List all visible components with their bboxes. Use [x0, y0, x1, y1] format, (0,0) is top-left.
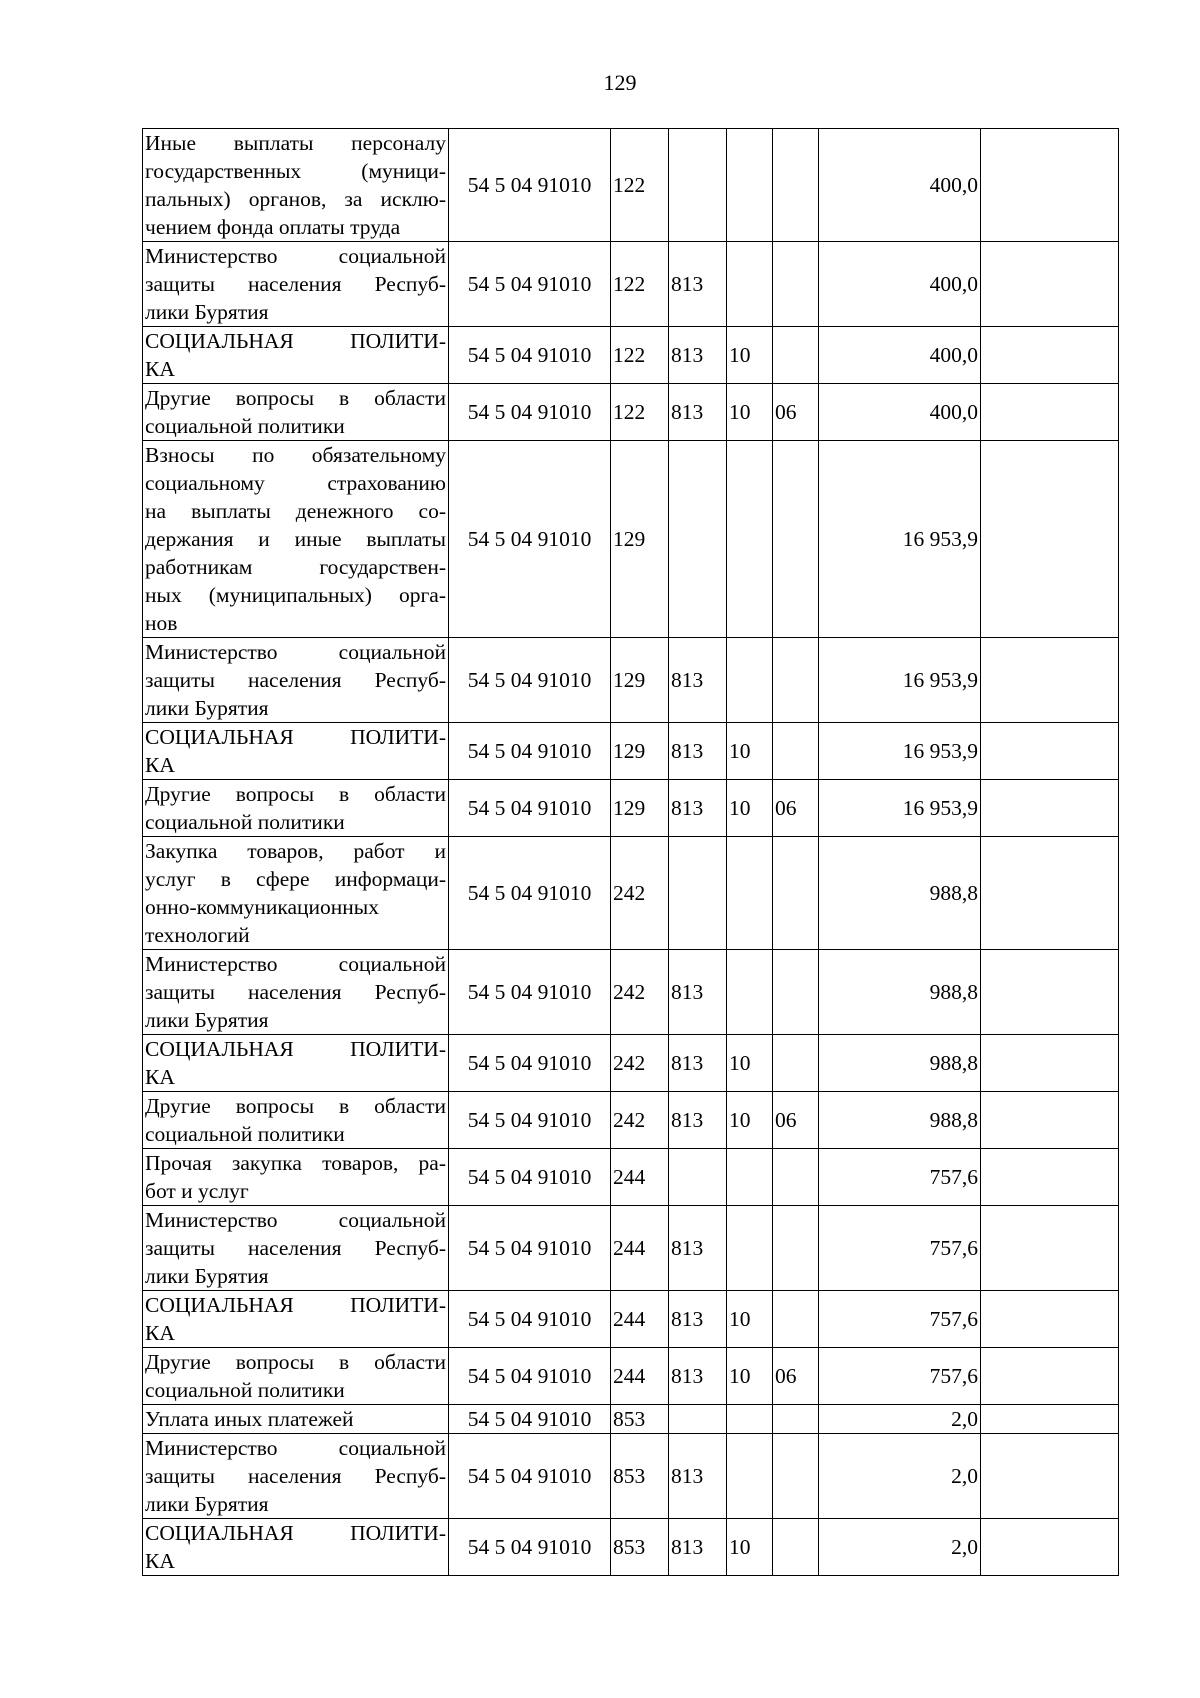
table-row [143, 1519, 1119, 1576]
name-cell [143, 1092, 449, 1149]
extra-cell [981, 1291, 1119, 1348]
amount-cell: 988,8 [819, 837, 981, 950]
name-line: Иные выплаты персоналу [145, 131, 446, 155]
extra-cell [981, 129, 1119, 242]
name-cell [143, 441, 449, 638]
vr-cell: 853 [611, 1519, 669, 1576]
grbs-cell [669, 1149, 727, 1206]
name-line: социальной политики [145, 414, 345, 438]
csr-cell: 54 5 04 91010 [449, 1206, 611, 1291]
table-row [143, 950, 1119, 1035]
pr-cell [773, 1291, 819, 1348]
name-line: КА [145, 1065, 175, 1089]
name-line: социальной политики [145, 1122, 345, 1146]
vr-cell: 242 [611, 837, 669, 950]
vr-cell: 244 [611, 1348, 669, 1405]
name-line: технологий [145, 923, 250, 947]
grbs-cell [669, 441, 727, 638]
grbs-cell: 813 [669, 384, 727, 441]
pr-cell: 06 [773, 780, 819, 837]
csr-cell: 54 5 04 91010 [449, 1149, 611, 1206]
amount-cell: 757,6 [819, 1206, 981, 1291]
pr-cell [773, 638, 819, 723]
budget-table [142, 128, 1119, 1576]
table-row [143, 384, 1119, 441]
vr-cell: 129 [611, 780, 669, 837]
extra-cell [981, 780, 1119, 837]
vr-cell: 244 [611, 1291, 669, 1348]
amount-cell: 16 953,9 [819, 441, 981, 638]
vr-cell: 242 [611, 1035, 669, 1092]
grbs-cell [669, 129, 727, 242]
name-line: лики Бурятия [145, 1492, 269, 1516]
pr-cell [773, 1434, 819, 1519]
pr-cell [773, 441, 819, 638]
pr-cell [773, 1519, 819, 1576]
pr-cell [773, 950, 819, 1035]
name-line: защиты населения Респуб- [145, 1236, 446, 1260]
name-cell [143, 1348, 449, 1405]
amount-cell: 16 953,9 [819, 780, 981, 837]
name-cell [143, 1149, 449, 1206]
rz-cell [727, 242, 773, 327]
name-line: Другие вопросы в области [145, 1094, 446, 1118]
pr-cell: 06 [773, 1092, 819, 1149]
csr-cell: 54 5 04 91010 [449, 129, 611, 242]
rz-cell: 10 [727, 384, 773, 441]
vr-cell: 242 [611, 950, 669, 1035]
csr-cell: 54 5 04 91010 [449, 1405, 611, 1434]
name-line: пальных) органов, за исклю- [145, 187, 446, 211]
amount-cell: 757,6 [819, 1348, 981, 1405]
rz-cell: 10 [727, 1035, 773, 1092]
name-cell [143, 638, 449, 723]
amount-cell: 988,8 [819, 950, 981, 1035]
grbs-cell: 813 [669, 1519, 727, 1576]
extra-cell [981, 242, 1119, 327]
pr-cell [773, 129, 819, 242]
name-cell [143, 837, 449, 950]
amount-cell: 2,0 [819, 1405, 981, 1434]
name-line: Министерство социальной [145, 1208, 446, 1232]
name-line: СОЦИАЛЬНАЯ ПОЛИТИ- [145, 1521, 446, 1545]
grbs-cell: 813 [669, 780, 727, 837]
extra-cell [981, 1149, 1119, 1206]
name-line: Другие вопросы в области [145, 386, 446, 410]
table-row [143, 780, 1119, 837]
name-line: Другие вопросы в области [145, 1350, 446, 1374]
table-row [143, 1206, 1119, 1291]
amount-cell: 16 953,9 [819, 723, 981, 780]
name-cell [143, 1434, 449, 1519]
grbs-cell: 813 [669, 1434, 727, 1519]
csr-cell: 54 5 04 91010 [449, 384, 611, 441]
name-line: Другие вопросы в области [145, 782, 446, 806]
name-line: защиты населения Респуб- [145, 980, 446, 1004]
amount-cell: 400,0 [819, 129, 981, 242]
rz-cell: 10 [727, 1519, 773, 1576]
rz-cell [727, 638, 773, 723]
table-row [143, 1348, 1119, 1405]
name-line: КА [145, 753, 175, 777]
amount-cell: 757,6 [819, 1149, 981, 1206]
name-cell [143, 723, 449, 780]
pr-cell [773, 242, 819, 327]
grbs-cell: 813 [669, 242, 727, 327]
csr-cell: 54 5 04 91010 [449, 1519, 611, 1576]
extra-cell [981, 950, 1119, 1035]
extra-cell [981, 1348, 1119, 1405]
name-line: СОЦИАЛЬНАЯ ПОЛИТИ- [145, 1037, 446, 1061]
name-line: работникам государствен- [145, 555, 446, 579]
rz-cell [727, 1405, 773, 1434]
table-row [143, 441, 1119, 638]
name-line: защиты населения Респуб- [145, 668, 446, 692]
amount-cell: 2,0 [819, 1434, 981, 1519]
csr-cell: 54 5 04 91010 [449, 1092, 611, 1149]
name-line: держания и иные выплаты [145, 527, 446, 551]
name-line: СОЦИАЛЬНАЯ ПОЛИТИ- [145, 1293, 446, 1317]
extra-cell [981, 723, 1119, 780]
table-row [143, 1405, 1119, 1434]
grbs-cell: 813 [669, 327, 727, 384]
table-row [143, 1149, 1119, 1206]
name-line: Министерство социальной [145, 640, 446, 664]
name-line: онно-коммуникационных [145, 895, 379, 919]
name-cell [143, 1035, 449, 1092]
rz-cell [727, 441, 773, 638]
grbs-cell: 813 [669, 1348, 727, 1405]
csr-cell: 54 5 04 91010 [449, 837, 611, 950]
csr-cell: 54 5 04 91010 [449, 242, 611, 327]
table-row [143, 1434, 1119, 1519]
vr-cell: 129 [611, 638, 669, 723]
csr-cell: 54 5 04 91010 [449, 723, 611, 780]
pr-cell: 06 [773, 1348, 819, 1405]
vr-cell: 129 [611, 723, 669, 780]
extra-cell [981, 1434, 1119, 1519]
name-line: КА [145, 1549, 175, 1573]
amount-cell: 400,0 [819, 384, 981, 441]
grbs-cell [669, 1405, 727, 1434]
table-row [143, 723, 1119, 780]
amount-cell: 988,8 [819, 1035, 981, 1092]
table-row [143, 1291, 1119, 1348]
name-line: Министерство социальной [145, 952, 446, 976]
name-line: социальному страхованию [145, 471, 446, 495]
name-line: СОЦИАЛЬНАЯ ПОЛИТИ- [145, 329, 446, 353]
grbs-cell: 813 [669, 1035, 727, 1092]
csr-cell: 54 5 04 91010 [449, 441, 611, 638]
name-cell [143, 780, 449, 837]
grbs-cell: 813 [669, 723, 727, 780]
csr-cell: 54 5 04 91010 [449, 1035, 611, 1092]
name-line: социальной политики [145, 1378, 345, 1402]
name-cell [143, 1405, 449, 1434]
name-line: Закупка товаров, работ и [145, 839, 446, 863]
name-cell [143, 129, 449, 242]
name-line: КА [145, 1321, 175, 1345]
table-row [143, 129, 1119, 242]
pr-cell [773, 1149, 819, 1206]
name-cell [143, 327, 449, 384]
extra-cell [981, 384, 1119, 441]
rz-cell [727, 950, 773, 1035]
csr-cell: 54 5 04 91010 [449, 1291, 611, 1348]
table-row [143, 327, 1119, 384]
name-line: защиты населения Респуб- [145, 1464, 446, 1488]
page-number: 129 [603, 70, 637, 95]
grbs-cell: 813 [669, 638, 727, 723]
vr-cell: 129 [611, 441, 669, 638]
vr-cell: 122 [611, 242, 669, 327]
extra-cell [981, 1092, 1119, 1149]
vr-cell: 122 [611, 327, 669, 384]
grbs-cell: 813 [669, 1092, 727, 1149]
extra-cell [981, 1206, 1119, 1291]
extra-cell [981, 1519, 1119, 1576]
rz-cell: 10 [727, 1092, 773, 1149]
rz-cell [727, 129, 773, 242]
vr-cell: 244 [611, 1149, 669, 1206]
name-line: лики Бурятия [145, 1008, 269, 1032]
csr-cell: 54 5 04 91010 [449, 950, 611, 1035]
name-line: нов [145, 611, 178, 635]
name-line: лики Бурятия [145, 1264, 269, 1288]
vr-cell: 244 [611, 1206, 669, 1291]
name-cell [143, 950, 449, 1035]
rz-cell [727, 1434, 773, 1519]
csr-cell: 54 5 04 91010 [449, 780, 611, 837]
grbs-cell: 813 [669, 1206, 727, 1291]
vr-cell: 242 [611, 1092, 669, 1149]
pr-cell [773, 723, 819, 780]
name-line: государственных (муници- [145, 159, 446, 183]
name-line: СОЦИАЛЬНАЯ ПОЛИТИ- [145, 725, 446, 749]
csr-cell: 54 5 04 91010 [449, 327, 611, 384]
name-line: лики Бурятия [145, 300, 269, 324]
pr-cell [773, 1405, 819, 1434]
extra-cell [981, 327, 1119, 384]
name-line: Уплата иных платежей [145, 1407, 354, 1431]
grbs-cell: 813 [669, 1291, 727, 1348]
name-cell [143, 384, 449, 441]
name-cell [143, 1519, 449, 1576]
pr-cell [773, 1206, 819, 1291]
table-row [143, 242, 1119, 327]
pr-cell [773, 837, 819, 950]
name-line: лики Бурятия [145, 696, 269, 720]
name-line: Взносы по обязательному [145, 443, 446, 467]
amount-cell: 757,6 [819, 1291, 981, 1348]
amount-cell: 2,0 [819, 1519, 981, 1576]
csr-cell: 54 5 04 91010 [449, 638, 611, 723]
extra-cell [981, 1035, 1119, 1092]
name-line: услуг в сфере информаци- [145, 867, 446, 891]
vr-cell: 853 [611, 1405, 669, 1434]
vr-cell: 122 [611, 129, 669, 242]
table-body [143, 129, 1119, 1576]
name-line: социальной политики [145, 810, 345, 834]
extra-cell [981, 638, 1119, 723]
rz-cell: 10 [727, 327, 773, 384]
name-cell [143, 1206, 449, 1291]
table-row [143, 837, 1119, 950]
pr-cell [773, 1035, 819, 1092]
amount-cell: 400,0 [819, 327, 981, 384]
vr-cell: 853 [611, 1434, 669, 1519]
vr-cell: 122 [611, 384, 669, 441]
name-cell [143, 1291, 449, 1348]
table-row [143, 638, 1119, 723]
amount-cell: 16 953,9 [819, 638, 981, 723]
name-cell [143, 242, 449, 327]
extra-cell [981, 441, 1119, 638]
name-line: Министерство социальной [145, 1436, 446, 1460]
name-line: защиты населения Респуб- [145, 272, 446, 296]
rz-cell: 10 [727, 780, 773, 837]
name-line: чением фонда оплаты труда [145, 215, 401, 239]
table-row [143, 1092, 1119, 1149]
name-line: КА [145, 357, 175, 381]
amount-cell: 400,0 [819, 242, 981, 327]
rz-cell [727, 837, 773, 950]
rz-cell: 10 [727, 1291, 773, 1348]
extra-cell [981, 1405, 1119, 1434]
name-line: бот и услуг [145, 1179, 249, 1203]
pr-cell [773, 327, 819, 384]
rz-cell [727, 1206, 773, 1291]
csr-cell: 54 5 04 91010 [449, 1434, 611, 1519]
name-line: ных (муниципальных) орга- [145, 583, 446, 607]
grbs-cell [669, 837, 727, 950]
amount-cell: 988,8 [819, 1092, 981, 1149]
name-line: Министерство социальной [145, 244, 446, 268]
rz-cell: 10 [727, 723, 773, 780]
pr-cell: 06 [773, 384, 819, 441]
name-line: Прочая закупка товаров, ра- [145, 1151, 446, 1175]
rz-cell [727, 1149, 773, 1206]
table-row [143, 1035, 1119, 1092]
grbs-cell: 813 [669, 950, 727, 1035]
rz-cell: 10 [727, 1348, 773, 1405]
csr-cell: 54 5 04 91010 [449, 1348, 611, 1405]
name-line: на выплаты денежного со- [145, 499, 446, 523]
extra-cell [981, 837, 1119, 950]
